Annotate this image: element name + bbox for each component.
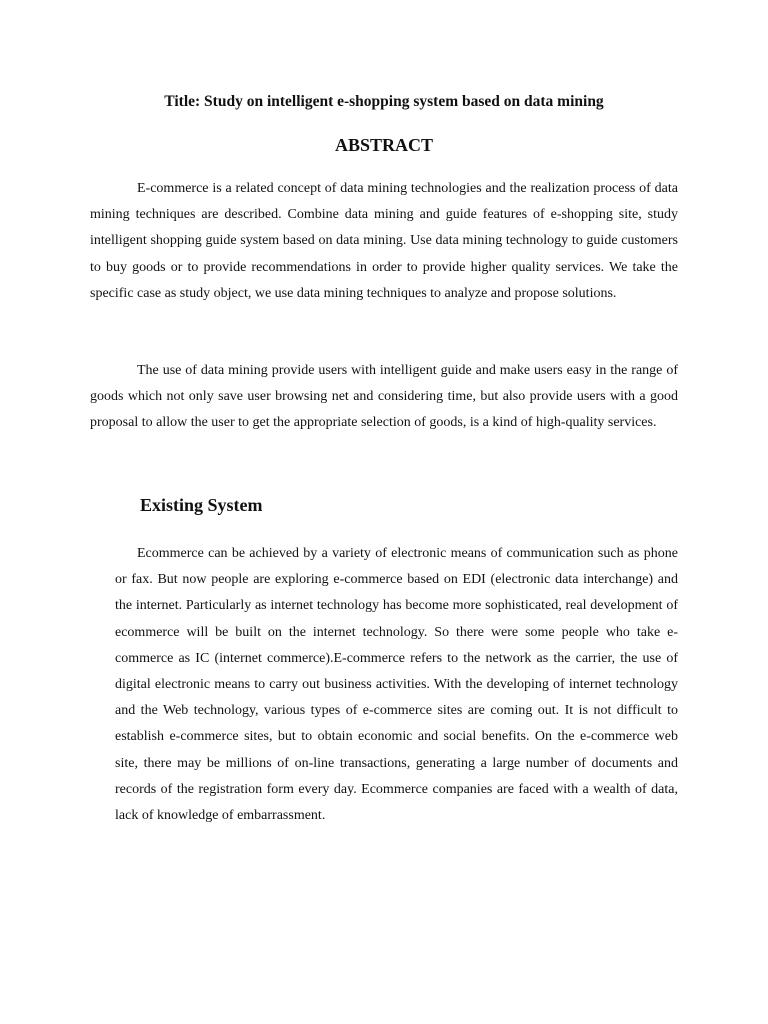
existing-system-heading: Existing System	[140, 495, 263, 515]
abstract-paragraph-2: The use of data mining provide users with intelligent guide and make users easy in the range of goods which not only save user browsing net and considering time, but also provide users with a good proposal to allow the user to get the appropriate selection of goods, is a kind of high-quality services.	[90, 363, 678, 431]
existing-system-paragraph: Ecommerce can be achieved by a variety of electronic means of communication such as phone or fax. But now people are exploring e-commerce based on EDI (electronic data interchange) and the internet. Particularly as internet technology has become more sophisticated, real development of ecommerce will be built on the internet technology. So there were some people who take e-commerce as IC (internet commerce).E-commerce refers to the network as the carrier, the use of digital electronic means to carry out business activities. With the developing of internet technology and the Web technology, various types of e-commerce sites are coming out. It is not difficult to establish e-commerce sites, but to obtain economic and social benefits. On the e-commerce web site, there may be millions of on-line transactions, generating a large number of documents and records of the registration form every day. Ecommerce companies are faced with a wealth of data, lack of knowledge of embarrassment.	[115, 546, 678, 824]
abstract-heading: ABSTRACT	[334, 135, 434, 155]
abstract-paragraph-1: E-commerce is a related concept of data mining technologies and the realization process of data mining techniques are described. Combine data mining and guide features of e-shopping site, study intelligent shopping guide system based on data mining. Use data mining technology to guide customers to buy goods or to provide recommendations in order to provide higher quality services. We take the specific case as study object, we use data mining techniques to analyze and propose solutions.	[90, 181, 678, 301]
document-title: Title: Study on intelligent e-shopping system based on data mining	[164, 93, 604, 110]
